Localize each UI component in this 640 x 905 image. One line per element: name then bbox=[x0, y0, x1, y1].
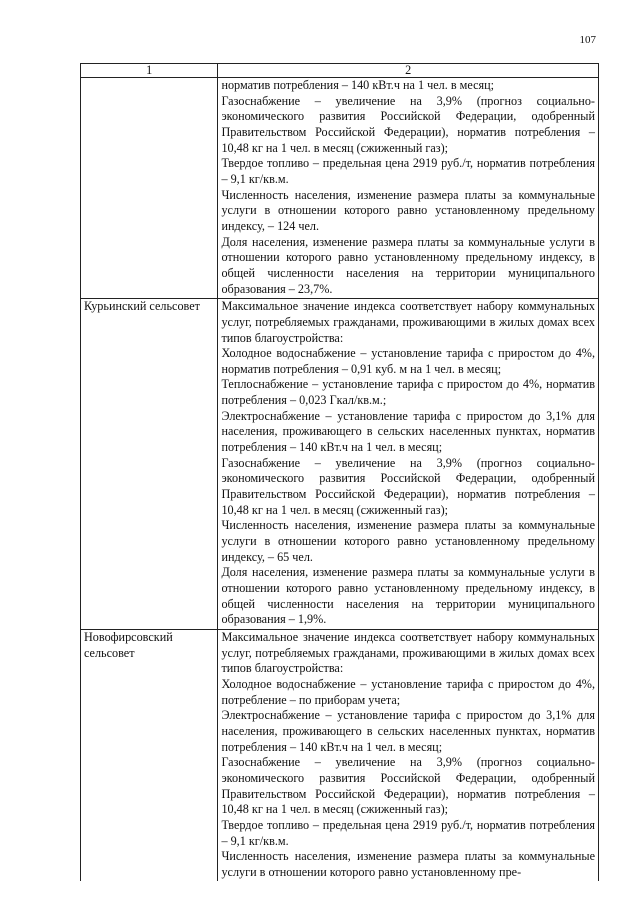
indicator-paragraph: Доля населения, изменение размера платы за коммунальные услуги в отношении которого равно установленному предельному индексу, в общей численности населения на территории муниципального образования – 23,7%. bbox=[221, 234, 595, 296]
indicator-paragraph: Твердое топливо – предельная цена 2919 руб./т, норматив потребления – 9,1 кг/кв.м. bbox=[221, 817, 595, 848]
indicator-cell bbox=[218, 299, 599, 630]
indicator-paragraph: Численность населения, изменение размера платы за коммунальные услуги в отношении которого равно установленному предельному индексу, – 65 чел. bbox=[221, 518, 595, 564]
table-row bbox=[81, 629, 599, 881]
table-header bbox=[81, 64, 599, 78]
column-header-2: 2 bbox=[218, 64, 599, 78]
indicator-paragraph: Холодное водоснабжение – установление тарифа с приростом до 4%, норматив потребления – 0,91 куб. м на 1 чел. в месяц; bbox=[221, 346, 595, 376]
indicator-paragraph: Газоснабжение – увеличение на 3,9% (прогноз социально-экономического развития Российской Федерации, одобренный Правительством Российской Федерации), норматив потребления – 10,48 кг на 1 чел. в месяц (сжиженный газ); bbox=[221, 455, 595, 517]
municipality-name-cell bbox=[81, 78, 218, 299]
data-table bbox=[80, 63, 599, 881]
table-row bbox=[81, 299, 599, 630]
indicator-paragraph: Электроснабжение – установление тарифа с приростом до 3,1% для населения, проживающего в сельских населенных пунктах, норматив потребления – 140 кВт.ч на 1 чел. в месяц; bbox=[221, 408, 595, 455]
indicator-paragraph: Холодное водоснабжение – установление тарифа с приростом до 4%, потребление – по приборам учета; bbox=[221, 676, 595, 707]
indicator-cell bbox=[218, 629, 599, 881]
municipality-name: Курьинский сельсовет bbox=[84, 299, 200, 314]
municipality-name-cell bbox=[81, 629, 218, 881]
municipality-name: Новофирсовский сельсовет bbox=[84, 629, 173, 660]
indicator-cell bbox=[218, 78, 599, 299]
indicator-paragraph: Доля населения, изменение размера платы за коммунальные услуги в отношении которого равно установленному предельному индексу, в общей численности населения на территории муниципального образования – 1,9%. bbox=[221, 565, 595, 627]
table-header-row bbox=[81, 64, 599, 78]
indicator-paragraph: Численность населения, изменение размера платы за коммунальные услуги в отношении которого равно установленному пре- bbox=[221, 849, 595, 879]
column-header-1: 1 bbox=[81, 64, 218, 78]
indicator-paragraph: Газоснабжение – увеличение на 3,9% (прогноз социально-экономического развития Российской Федерации, одобренный Правительством Российской Федерации), норматив потребления – 10,48 кг на 1 чел. в месяц (сжиженный газ); bbox=[221, 755, 595, 817]
page-number: 107 bbox=[579, 34, 596, 46]
indicator-paragraph: Максимальное значение индекса соответствует набору коммунальных услуг, потребляемых гражданами, проживающими в жилых домах всех типов благоустройства: bbox=[221, 629, 595, 676]
indicator-paragraph: Твердое топливо – предельная цена 2919 руб./т, норматив потребления – 9,1 кг/кв.м. bbox=[221, 156, 595, 186]
indicator-paragraph: Электроснабжение – установление тарифа с приростом до 3,1% для населения, проживающего в сельских населенных пунктах, норматив потребления – 140 кВт.ч на 1 чел. в месяц; bbox=[221, 708, 595, 754]
indicator-paragraph: Газоснабжение – увеличение на 3,9% (прогноз социально-экономического развития Российской Федерации, одобренный Правительством Российской Федерации), норматив потребления – 10,48 кг на 1 чел. в месяц (сжиженный газ); bbox=[221, 93, 595, 155]
municipality-name-cell bbox=[81, 299, 218, 630]
indicator-paragraph: норматив потребления – 140 кВт.ч на 1 чел. в месяц; bbox=[221, 78, 494, 92]
indicator-paragraph: Численность населения, изменение размера платы за коммунальные услуги в отношении которого равно установленному предельному индексу, – 124 чел. bbox=[221, 187, 595, 233]
table-row bbox=[81, 78, 599, 299]
indicator-paragraph: Теплоснабжение – установление тарифа с приростом до 4%, норматив потребления – 0,023 Гкал/кв.м.; bbox=[221, 377, 595, 408]
indicator-paragraph: Максимальное значение индекса соответствует набору коммунальных услуг, потребляемых гражданами, проживающими в жилых домах всех типов благоустройства: bbox=[221, 299, 595, 345]
